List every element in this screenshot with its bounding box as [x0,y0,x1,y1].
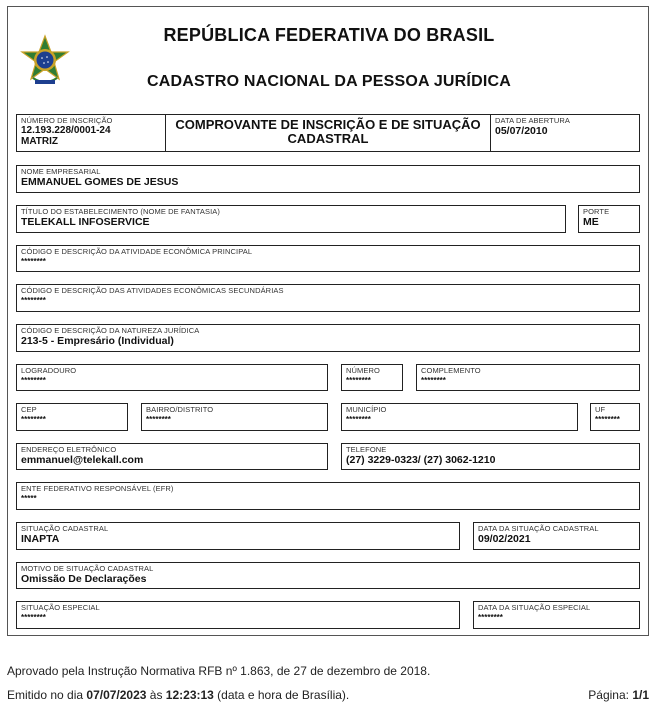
atividade-principal-label: CÓDIGO E DESCRIÇÃO DA ATIVIDADE ECONÔMICA PRINCIPAL [21,247,253,256]
numero-label: NÚMERO [346,366,380,375]
page-label: Página: [588,688,633,702]
abertura-label: DATA DE ABERTURA [495,116,570,125]
bairro-box [141,403,328,431]
atividade-principal-value: ******** [21,257,46,266]
document-title-line1: COMPROVANTE DE INSCRIÇÃO E DE SITUAÇÃO [175,117,481,132]
email-label: ENDEREÇO ELETRÔNICO [21,445,117,454]
efr-value: ***** [21,494,37,503]
abertura-value: 05/07/2010 [495,125,548,137]
motivo-value: Omissão De Declarações [21,573,147,585]
porte-label: PORTE [583,207,610,216]
atividades-secundarias-box [16,284,640,312]
nome-label: NOME EMPRESARIAL [21,167,101,176]
page-subtitle: CADASTRO NACIONAL DA PESSOA JURÍDICA [147,73,511,90]
telefone-label: TELEFONE [346,445,387,454]
emission-date: 07/07/2023 [86,688,147,702]
efr-box [16,482,640,510]
numero-box [341,364,403,391]
situacao-label: SITUAÇÃO CADASTRAL [21,524,109,533]
complemento-box [416,364,640,391]
nome-box [16,165,640,193]
logradouro-label: LOGRADOURO [21,366,77,375]
emission-prefix: Emitido no dia [7,688,87,702]
abertura-box [490,114,640,152]
porte-box [578,205,640,233]
inscricao-box [16,114,166,152]
logradouro-box [16,364,328,391]
inscricao-label: NÚMERO DE INSCRIÇÃO [21,116,113,125]
situacao-especial-value: ******** [21,613,46,622]
document-title-box [165,114,491,152]
telefone-value: (27) 3229-0323/ (27) 3062-1210 [346,454,496,466]
emission-suffix: (data e hora de Brasília). [213,688,350,702]
data-situacao-especial-box [473,601,640,629]
page-title: REPÚBLICA FEDERATIVA DO BRASIL [163,25,495,45]
emission-time: 12:23:13 [165,688,214,702]
nome-value: EMMANUEL GOMES DE JESUS [21,176,179,188]
email-box [16,443,328,470]
bairro-label: BAIRRO/DISTRITO [146,405,214,414]
natureza-label: CÓDIGO E DESCRIÇÃO DA NATUREZA JURÍDICA [21,326,200,335]
municipio-value: ******** [346,415,371,424]
efr-label: ENTE FEDERATIVO RESPONSÁVEL (EFR) [21,484,174,493]
porte-value: ME [583,216,599,228]
municipio-label: MUNICÍPIO [346,405,387,414]
telefone-box [341,443,640,470]
document-title-line2: CADASTRAL [287,131,369,146]
situacao-value: INAPTA [21,533,60,545]
inscricao-type: MATRIZ [21,136,59,147]
situacao-box [16,522,460,550]
cep-box [16,403,128,431]
cep-label: CEP [21,405,37,414]
bairro-value: ******** [146,415,171,424]
approval-note: Aprovado pela Instrução Normativa RFB nº 1.863, de 27 de dezembro de 2018. [7,664,431,678]
emission-line [7,688,349,702]
emission-mid: às [146,688,166,702]
motivo-box [16,562,640,589]
numero-value: ******** [346,376,371,385]
atividades-secundarias-label: CÓDIGO E DESCRIÇÃO DAS ATIVIDADES ECONÔMICAS SECUNDÁRIAS [21,286,284,295]
page-value: 1/1 [632,688,649,702]
uf-box [590,403,640,431]
uf-value: ******** [595,415,620,424]
fantasia-value: TELEKALL INFOSERVICE [21,216,150,228]
atividade-principal-box [16,245,640,272]
cep-value: ******** [21,415,46,424]
situacao-especial-label: SITUAÇÃO ESPECIAL [21,603,100,612]
logradouro-value: ******** [21,376,46,385]
situacao-especial-box [16,601,460,629]
atividades-secundarias-value: ******** [21,296,46,305]
email-value: emmanuel@telekall.com [21,454,144,466]
uf-label: UF [595,405,606,414]
natureza-value: 213-5 - Empresário (Individual) [21,335,174,347]
motivo-label: MOTIVO DE SITUAÇÃO CADASTRAL [21,564,154,573]
data-situacao-label: DATA DA SITUAÇÃO CADASTRAL [478,524,599,533]
data-situacao-value: 09/02/2021 [478,533,531,545]
complemento-label: COMPLEMENTO [421,366,481,375]
data-situacao-box [473,522,640,550]
data-situacao-especial-label: DATA DA SITUAÇÃO ESPECIAL [478,603,591,612]
fantasia-box [16,205,566,233]
inscricao-value: 12.193.228/0001-24 [21,125,111,136]
data-situacao-especial-value: ******** [478,613,503,622]
complemento-value: ******** [421,376,446,385]
natureza-box [16,324,640,352]
page-indicator [588,688,649,702]
fantasia-label: TÍTULO DO ESTABELECIMENTO (NOME DE FANTASIA) [21,207,221,216]
municipio-box [341,403,578,431]
